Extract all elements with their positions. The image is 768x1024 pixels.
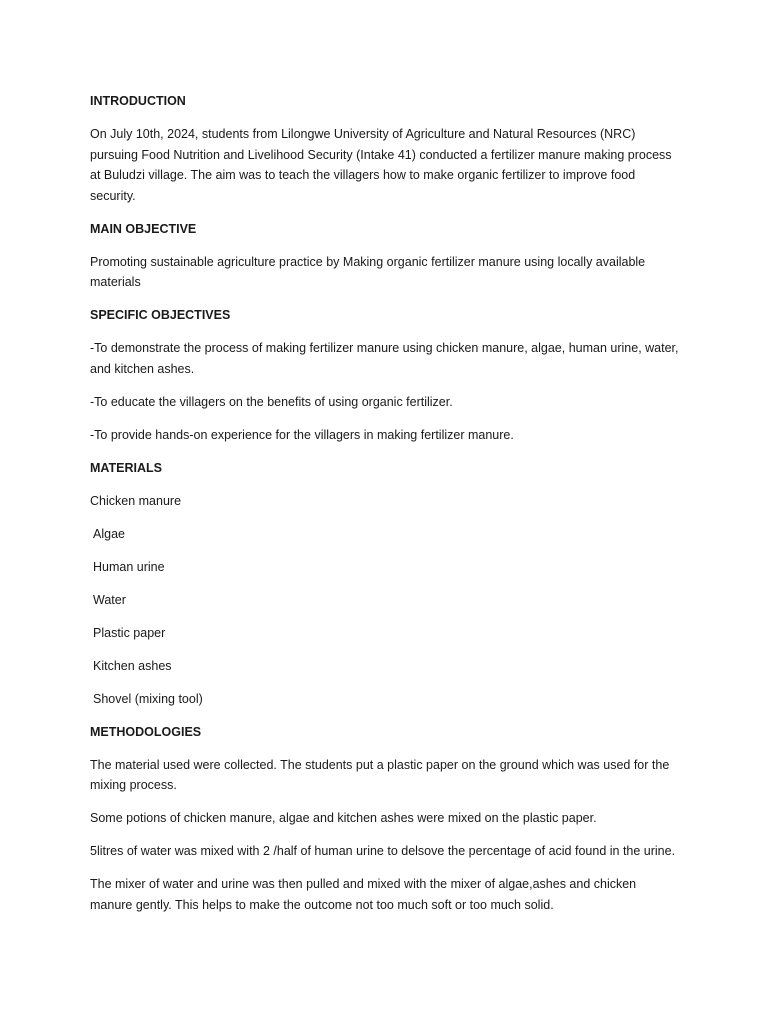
material-item: Plastic paper: [93, 625, 166, 640]
methodology-step: Some potions of chicken manure, algae and kitchen ashes were mixed on the plastic paper.: [90, 811, 597, 825]
material-item: Shovel (mixing tool): [93, 691, 203, 706]
specific-objective-item: -To educate the villagers on the benefits of using organic fertilizer.: [90, 394, 453, 409]
methodology-step: 5litres of water was mixed with 2 /half of human urine to delsove the percentage of acid found in the urine.: [90, 844, 676, 858]
document-page: [90, 91, 680, 928]
methodology-step: The mixer of water and urine was then pulled and mixed with the mixer of algae,ashes and chicken manure gently. This helps to make the outcome not too much soft or too much solid.: [90, 877, 637, 912]
main-objective-text: Promoting sustainable agriculture practice by Making organic fertilizer manure using locally available materials: [90, 254, 646, 289]
main-objective-heading: MAIN OBJECTIVE: [90, 221, 197, 236]
methodology-step: The material used were collected. The students put a plastic paper on the ground which was used for the mixing process.: [90, 757, 670, 792]
specific-objectives-heading: SPECIFIC OBJECTIVES: [90, 308, 231, 322]
material-item: Human urine: [93, 559, 165, 574]
specific-objective-item: -To demonstrate the process of making fertilizer manure using chicken manure, algae, human urine, water, and kitchen ashes.: [90, 341, 679, 376]
methodologies-heading: METHODOLOGIES: [90, 724, 202, 739]
introduction-text: On July 10th, 2024, students from Lilongwe University of Agriculture and Natural Resources (NRC) pursuing Food Nutrition and Livelihood Security (Intake 41) conducted a fertilizer manure making process at Buludzi village. The aim was to teach the villagers how to make organic fertilizer to improve food security.: [90, 127, 672, 203]
introduction-heading: INTRODUCTION: [90, 94, 186, 108]
material-item: Algae: [93, 526, 125, 541]
material-item: Chicken manure: [90, 493, 182, 508]
material-item: Water: [93, 592, 126, 607]
material-item: Kitchen ashes: [93, 658, 172, 673]
specific-objective-item: -To provide hands-on experience for the villagers in making fertilizer manure.: [90, 427, 514, 442]
materials-heading: MATERIALS: [90, 460, 162, 475]
